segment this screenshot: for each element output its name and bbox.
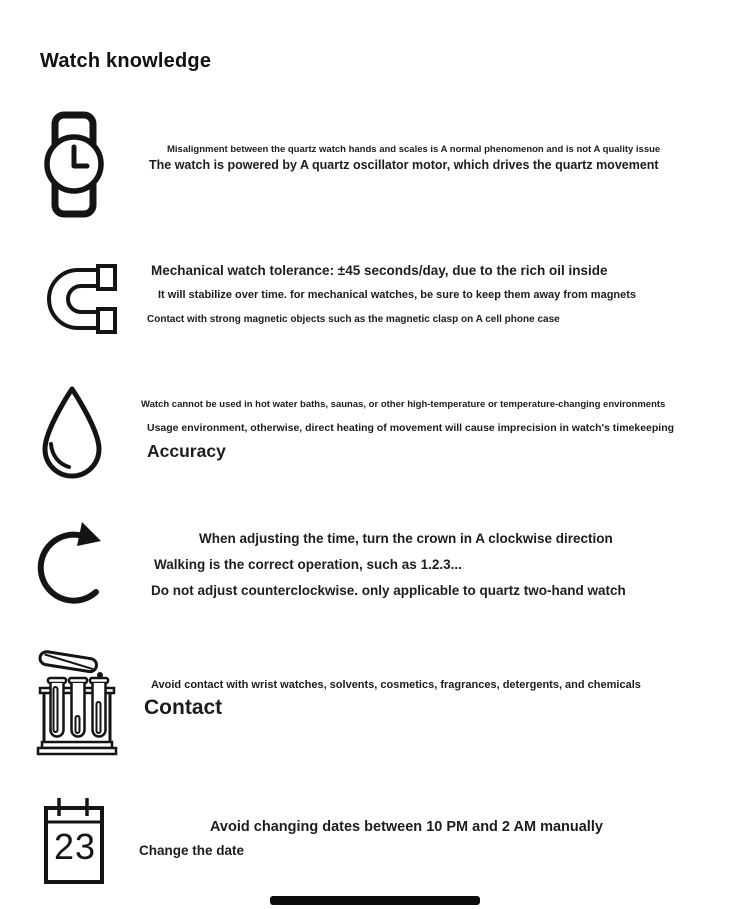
chemical-avoid-text: Avoid contact with wrist watches, solvents, cosmetics, fragrances, detergents, and chemicals (151, 679, 641, 691)
magnet-contact-text: Contact with strong magnetic objects such as the magnetic clasp on A cell phone case (147, 314, 560, 325)
test-tubes-icon (34, 644, 120, 756)
date-change-text: Change the date (139, 843, 245, 858)
accuracy-environment-text: Watch cannot be used in hot water baths, saunas, or other high-temperature or temperature-changing environments (141, 399, 666, 410)
magnet-icon (38, 262, 122, 336)
quartz-main-text: The watch is powered by A quartz oscillator motor, which drives the quartz movement (149, 158, 659, 172)
magnet-tolerance-text: Mechanical watch tolerance: ±45 seconds/day, due to the rich oil inside (151, 263, 608, 278)
adjust-counterclockwise-text: Do not adjust counterclockwise. only applicable to quartz two-hand watch (151, 583, 626, 598)
watch-icon (42, 111, 106, 218)
home-indicator[interactable] (270, 896, 480, 905)
calendar-date-label: 23 (54, 826, 97, 867)
water-drop-icon (38, 384, 106, 482)
accuracy-heading: Accuracy (147, 441, 226, 461)
magnet-stabilize-text: It will stabilize over time. for mechanical watches, be sure to keep them away from magnets (158, 289, 637, 301)
adjust-walking-text: Walking is the correct operation, such as 1.2.3... (154, 557, 462, 572)
quartz-note-text: Misalignment between the quartz watch hands and scales is A normal phenomenon and is not A quality issue (167, 144, 661, 155)
date-avoid-text: Avoid changing dates between 10 PM and 2 AM manually (210, 819, 603, 835)
contact-heading: Contact (144, 696, 223, 719)
accuracy-usage-text: Usage environment, otherwise, direct heating of movement will cause imprecision in watch's timekeeping (147, 422, 675, 434)
adjust-clockwise-text: When adjusting the time, turn the crown in A clockwise direction (199, 531, 613, 546)
clockwise-arrow-icon (36, 519, 114, 611)
page-title: Watch knowledge (40, 50, 212, 73)
